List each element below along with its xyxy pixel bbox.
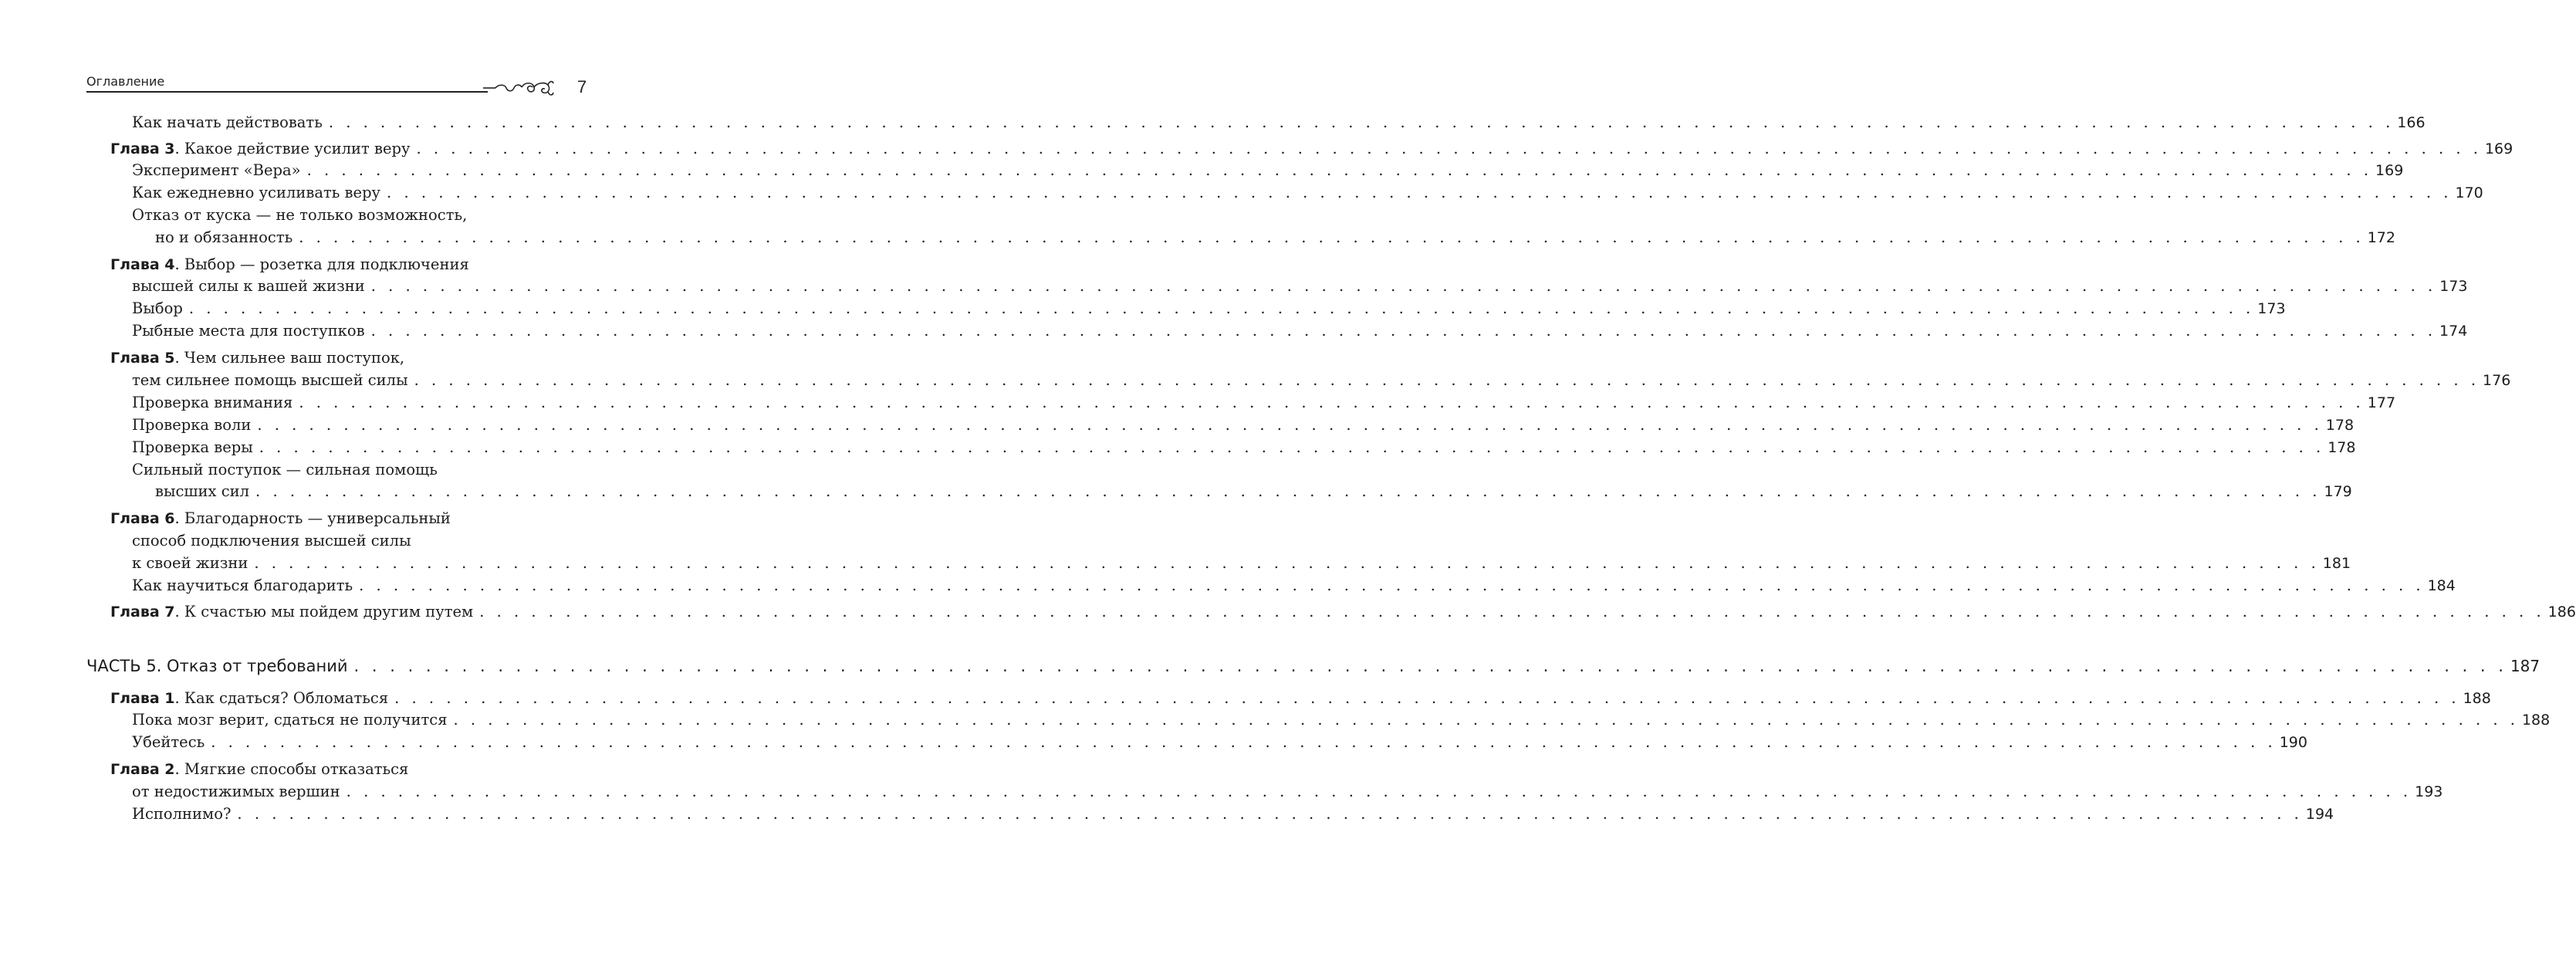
entry-title (132, 159, 301, 182)
entry-page-number: 170 (2455, 184, 2483, 201)
entry-title (132, 461, 438, 478)
toc-entry-continuation (110, 253, 542, 276)
entry-page-number: 174 (2439, 323, 2468, 340)
toc-entry-continuation (132, 204, 542, 227)
toc-entry (132, 181, 2483, 205)
entry-title (86, 654, 348, 678)
toc-entry (110, 687, 2491, 710)
dot-leader: . . . . . . . . . . . . . . . . . . . . . . . . . . . . . . . . . . . . . . . . . . . . . . . . . . . . . . . . . . . . . . . . . . . . . . . . . . . . . . . . . . . . . . . . . . . . . . . . . . . . . . . . . . . . . . . . . . . . . . . . (237, 805, 2303, 823)
entry-title (132, 436, 253, 459)
entry-title (132, 552, 248, 575)
entry-text: Как научиться благодарить (132, 577, 353, 594)
entry-text: Как начать действовать (132, 113, 323, 131)
part-label: ЧАСТЬ (86, 657, 141, 675)
entry-text: Проверка воли (132, 416, 252, 434)
dot-leader: . . . . . . . . . . . . . . . . . . . . . . . . . . . . . . . . . . . . . . . . . . . . . . . . . . . . . . . . . . . . . . . . . . . . . . . . . . . . . . . . . . . . . . . . . . . . . . . . . . . . . . . . . . . . . . . . . . . . . . . . (387, 184, 2453, 201)
toc-entry (132, 320, 2468, 343)
toc-entry (110, 137, 2513, 161)
entry-title (132, 297, 183, 320)
entry-page-number: 193 (2415, 783, 2443, 800)
entry-title (132, 320, 365, 343)
header-title: Оглавление (86, 74, 165, 89)
entry-title (132, 275, 365, 298)
entry-title (132, 780, 340, 803)
chapter-label: Глава 6 (110, 510, 175, 527)
dot-leader: . . . . . . . . . . . . . . . . . . . . . . . . . . . . . . . . . . . . . . . . . . . . . . . . . . . . . . . . . . . . . . . . . . . . . . . . . . . . . . . . . . . . . . . . . . . . . . . . . . . . . . . . . . . . . . . . . . . . . . . . (254, 554, 2320, 572)
entry-text: Сильный поступок — сильная помощь (132, 461, 438, 478)
entry-text: Исполнимо? (132, 805, 232, 823)
entry-text: Как ежедневно усиливать веру (132, 184, 381, 201)
entry-text: . Как сдаться? Обломаться (174, 689, 389, 707)
toc-entry-continuation (132, 529, 542, 553)
header-rule (86, 91, 488, 93)
toc-entry (132, 297, 2286, 320)
entry-page-number: 179 (2324, 483, 2352, 500)
entry-text: Пока мозг верит, сдаться не получится (132, 711, 448, 729)
chapter-label: Глава 4 (110, 256, 175, 273)
entry-title (110, 760, 408, 778)
chapter-label: Глава 7 (110, 604, 175, 621)
dot-leader: . . . . . . . . . . . . . . . . . . . . . . . . . . . . . . . . . . . . . . . . . . . . . . . . . . . . . . . . . . . . . . . . . . . . . . . . . . . . . . . . . . . . . . . . . . . . . . . . . . . . . . . . . . . . . . . . . . . . . . . . (255, 482, 2321, 500)
toc-entry (132, 391, 2396, 414)
entry-page-number: 166 (2397, 114, 2426, 131)
toc-entry (132, 552, 2351, 575)
entry-title (132, 111, 323, 134)
entry-text: . Благодарность — универсальный (174, 509, 451, 527)
dot-leader: . . . . . . . . . . . . . . . . . . . . . . . . . . . . . . . . . . . . . . . . . . . . . . . . . . . . . . . . . . . . . . . . . . . . . . . . . . . . . . . . . . . . . . . . . . . . . . . . . . . . . . . . . . . . . . . . . . . . . . . . (328, 113, 2395, 131)
dot-leader: . . . . . . . . . . . . . . . . . . . . . . . . . . . . . . . . . . . . . . . . . . . . . . . . . . . . . . . . . . . . . . . . . . . . . . . . . . . . . . . . . . . . . . . . . . . . . . . . . . . . . . . . . . . . . . . . . . . . . . . . (257, 416, 2323, 434)
dot-leader: . . . . . . . . . . . . . . . . . . . . . . . . . . . . . . . . . . . . . . . . . . . . . . . . . . . . . . . . . . . . . . . . . . . . . . . . . . . . . . . . . . . . . . . . . . . . . . . . . . . . . . . . . . . . . . . . . . . . . . . . (359, 577, 2425, 594)
entry-text: Рыбные места для поступков (132, 322, 365, 340)
dot-leader: . . . . . . . . . . . . . . . . . . . . . . . . . . . . . . . . . . . . . . . . . . . . . . . . . . . . . . . . . . . . . . . . . . . . . . . . . . . . . . . . . . . . . . . . . . . . . . . . . . . . . . . . . . . . . . . . . . . . . . . . (479, 603, 2545, 621)
entry-text: Эксперимент «Вера» (132, 161, 301, 179)
toc-entry (132, 436, 2356, 459)
entry-page-number: 188 (2463, 690, 2491, 707)
running-header (86, 71, 588, 102)
entry-text: Выбор (132, 299, 183, 317)
entry-page-number: 184 (2427, 577, 2456, 594)
entry-text: . Мягкие способы отказаться (174, 760, 409, 778)
entry-title (132, 206, 467, 224)
entry-title (132, 391, 292, 414)
page-number: 7 (577, 77, 587, 96)
toc-entry (132, 414, 2355, 437)
entry-text: 5. Отказ от требований (140, 657, 348, 675)
entry-page-number: 176 (2483, 372, 2511, 389)
entry-text: высших сил (155, 482, 250, 500)
dot-leader: . . . . . . . . . . . . . . . . . . . . . . . . . . . . . . . . . . . . . . . . . . . . . . . . . . . . . . . . . . . . . . . . . . . . . . . . . . . . . . . . . . . . . . . . . . . . . . . . . . . . . . . . . . . . . . . . . . . . . . . . (453, 711, 2519, 729)
entry-page-number: 177 (2367, 394, 2396, 411)
entry-title (155, 226, 292, 249)
toc-entry (132, 275, 2468, 298)
entry-text: но и обязанность (155, 228, 293, 246)
entry-title (155, 480, 249, 503)
entry-page-number: 172 (2367, 229, 2395, 246)
toc-entry (132, 369, 2511, 392)
chapter-label: Глава 1 (110, 690, 175, 707)
entry-text: высшей силы к вашей жизни (132, 277, 365, 295)
entry-page-number: 178 (2328, 439, 2356, 456)
entry-title (132, 803, 231, 826)
toc-entry-continuation (110, 347, 542, 370)
dot-leader: . . . . . . . . . . . . . . . . . . . . . . . . . . . . . . . . . . . . . . . . . . . . . . . . . . . . . . . . . . . . . . . . . . . . . . . . . . . . . . . . . . . . . . . . . . . . . . . . . . . . . . . . . . . . . . . . . . . . . . . . (299, 394, 2365, 411)
part-heading (86, 654, 2541, 678)
entry-text: к своей жизни (132, 554, 248, 572)
flourish-ornament-icon (482, 77, 556, 99)
entry-title (132, 731, 205, 754)
toc-entry (132, 111, 2426, 134)
toc-entry-continuation (132, 458, 542, 482)
entry-page-number: 188 (2521, 712, 2551, 729)
entry-page-number: 186 (2547, 604, 2576, 621)
toc-entry-continuation (110, 758, 542, 781)
entry-text: Проверка веры (132, 438, 253, 456)
entry-title (110, 137, 411, 161)
entry-title (132, 414, 251, 437)
toc-entry (132, 159, 2404, 182)
entry-page-number: 169 (2484, 140, 2513, 157)
dot-leader: . . . . . . . . . . . . . . . . . . . . . . . . . . . . . . . . . . . . . . . . . . . . . . . . . . . . . . . . . . . . . . . . . . . . . . . . . . . . . . . . . . . . . . . . . . . . . . . . . . . . . . . . . . . . . . . . . . . . . . . . (188, 299, 2255, 317)
entry-text: . К счастью мы пойдем другим путем (174, 603, 474, 621)
entry-text: Убейтесь (132, 733, 205, 751)
toc-entry (132, 731, 2307, 754)
entry-text: Проверка внимания (132, 394, 293, 411)
toc-entry (132, 803, 2334, 826)
dot-leader: . . . . . . . . . . . . . . . . . . . . . . . . . . . . . . . . . . . . . . . . . . . . . . . . . . . . . . . . . . . . . . . . . . . . . . . . . . . . . . . . . . . . . . . . . . . . . . . . . . . . . . . . . . . . . . . . . . . . . . . . (306, 161, 2373, 179)
dot-leader: . . . . . . . . . . . . . . . . . . . . . . . . . . . . . . . . . . . . . . . . . . . . . . . . . . . . . . . . . . . . . . . . . . . . . . . . . . . . . . . . . . . . . . . . . . . . . . . . . . . . . . . . . . . . . . . . . . . . . . . . (211, 733, 2277, 751)
dot-leader: . . . . . . . . . . . . . . . . . . . . . . . . . . . . . . . . . . . . . . . . . . . . . . . . . . . . . . . . . . . . . . . . . . . . . . . . . . . . . . . . . . . . . . . . . . . . . . . . . . . . . . . . . . . . . . . . . . . . . . . . (259, 438, 2325, 456)
entry-text: Отказ от куска — не только возможность, (132, 206, 468, 224)
entry-title (132, 181, 380, 205)
entry-text: . Чем сильнее ваш поступок, (174, 349, 405, 367)
toc-entry (155, 480, 2352, 503)
entry-page-number: 169 (2375, 162, 2404, 179)
entry-page-number: 181 (2322, 555, 2351, 572)
toc-entry (110, 600, 2576, 624)
entry-text: способ подключения высшей силы (132, 532, 411, 550)
entry-text: от недостижимых вершин (132, 783, 340, 800)
chapter-label: Глава 2 (110, 761, 175, 778)
entry-title (110, 600, 473, 624)
entry-title (110, 687, 388, 710)
entry-page-number: 187 (2510, 657, 2541, 675)
entry-page-number: 194 (2305, 806, 2334, 823)
chapter-label: Глава 3 (110, 140, 175, 157)
dot-leader: . . . . . . . . . . . . . . . . . . . . . . . . . . . . . . . . . . . . . . . . . . . . . . . . . . . . . . . . . . . . . . . . . . . . . . . . . . . . . . . . . . . . . . . . . . . . . . . . . . . . . . . . . . . . . . . . . . . . . . . . (370, 322, 2437, 340)
dot-leader: . . . . . . . . . . . . . . . . . . . . . . . . . . . . . . . . . . . . . . . . . . . . . . . . . . . . . . . . . . . . . . . . . . . . . . . . . . . . . . . . . . . . . . . . . . . . . . . . . . . . . . . . . . . . . . . . . . . . . . . . (346, 783, 2412, 800)
entry-text: . Какое действие усилит веру (174, 140, 411, 157)
entry-title (110, 509, 451, 527)
entry-page-number: 173 (2257, 300, 2286, 317)
dot-leader: . . . . . . . . . . . . . . . . . . . . . . . . . . . . . . . . . . . . . . . . . . . . . . . . . . . . . . . . . . . . . . . . . . . . . . . . . . . . . . . . . . . . . . . . . . . . . . . . . . . . . . . . . . . . . . . . . . . . . . . . (370, 277, 2437, 295)
dot-leader: . . . . . . . . . . . . . . . . . . . . . . . . . . . . . . . . . . . . . . . . . . . . . . . . . . . . . . . . . . . . . . . . . . . . . . . . . . . . . . . . . . . . . . . . . . . . . . . . . . . . . . . . . . . . . . . . . . . . . . . . (299, 228, 2365, 246)
entry-text: . Выбор — розетка для подключения (174, 255, 469, 273)
entry-title (110, 255, 469, 273)
toc-entry (155, 226, 2395, 249)
toc-entry (132, 708, 2551, 732)
entry-title (132, 532, 411, 550)
entry-title (132, 369, 408, 392)
entry-title (132, 574, 353, 597)
dot-leader: . . . . . . . . . . . . . . . . . . . . . . . . . . . . . . . . . . . . . . . . . . . . . . . . . . . . . . . . . . . . . . . . . . . . . . . . . . . . . . . . . . . . . . . . . . . . . . . . . . . . . . . . . . . . . . . . . . . . . . . . (353, 657, 2507, 675)
entry-page-number: 173 (2439, 278, 2468, 295)
dot-leader: . . . . . . . . . . . . . . . . . . . . . . . . . . . . . . . . . . . . . . . . . . . . . . . . . . . . . . . . . . . . . . . . . . . . . . . . . . . . . . . . . . . . . . . . . . . . . . . . . . . . . . . . . . . . . . . . . . . . . . . . (416, 140, 2482, 157)
dot-leader: . . . . . . . . . . . . . . . . . . . . . . . . . . . . . . . . . . . . . . . . . . . . . . . . . . . . . . . . . . . . . . . . . . . . . . . . . . . . . . . . . . . . . . . . . . . . . . . . . . . . . . . . . . . . . . . . . . . . . . . . (394, 689, 2460, 707)
dot-leader: . . . . . . . . . . . . . . . . . . . . . . . . . . . . . . . . . . . . . . . . . . . . . . . . . . . . . . . . . . . . . . . . . . . . . . . . . . . . . . . . . . . . . . . . . . . . . . . . . . . . . . . . . . . . . . . . . . . . . . . . (414, 371, 2480, 389)
toc-entry (132, 574, 2456, 597)
entry-title (110, 349, 404, 367)
entry-title (132, 708, 448, 732)
entry-text: тем сильнее помощь высшей силы (132, 371, 408, 389)
entry-page-number: 190 (2279, 734, 2307, 751)
entry-page-number: 178 (2325, 417, 2355, 434)
chapter-label: Глава 5 (110, 350, 175, 367)
toc-entry-continuation (110, 507, 542, 530)
toc-entry (132, 780, 2443, 803)
